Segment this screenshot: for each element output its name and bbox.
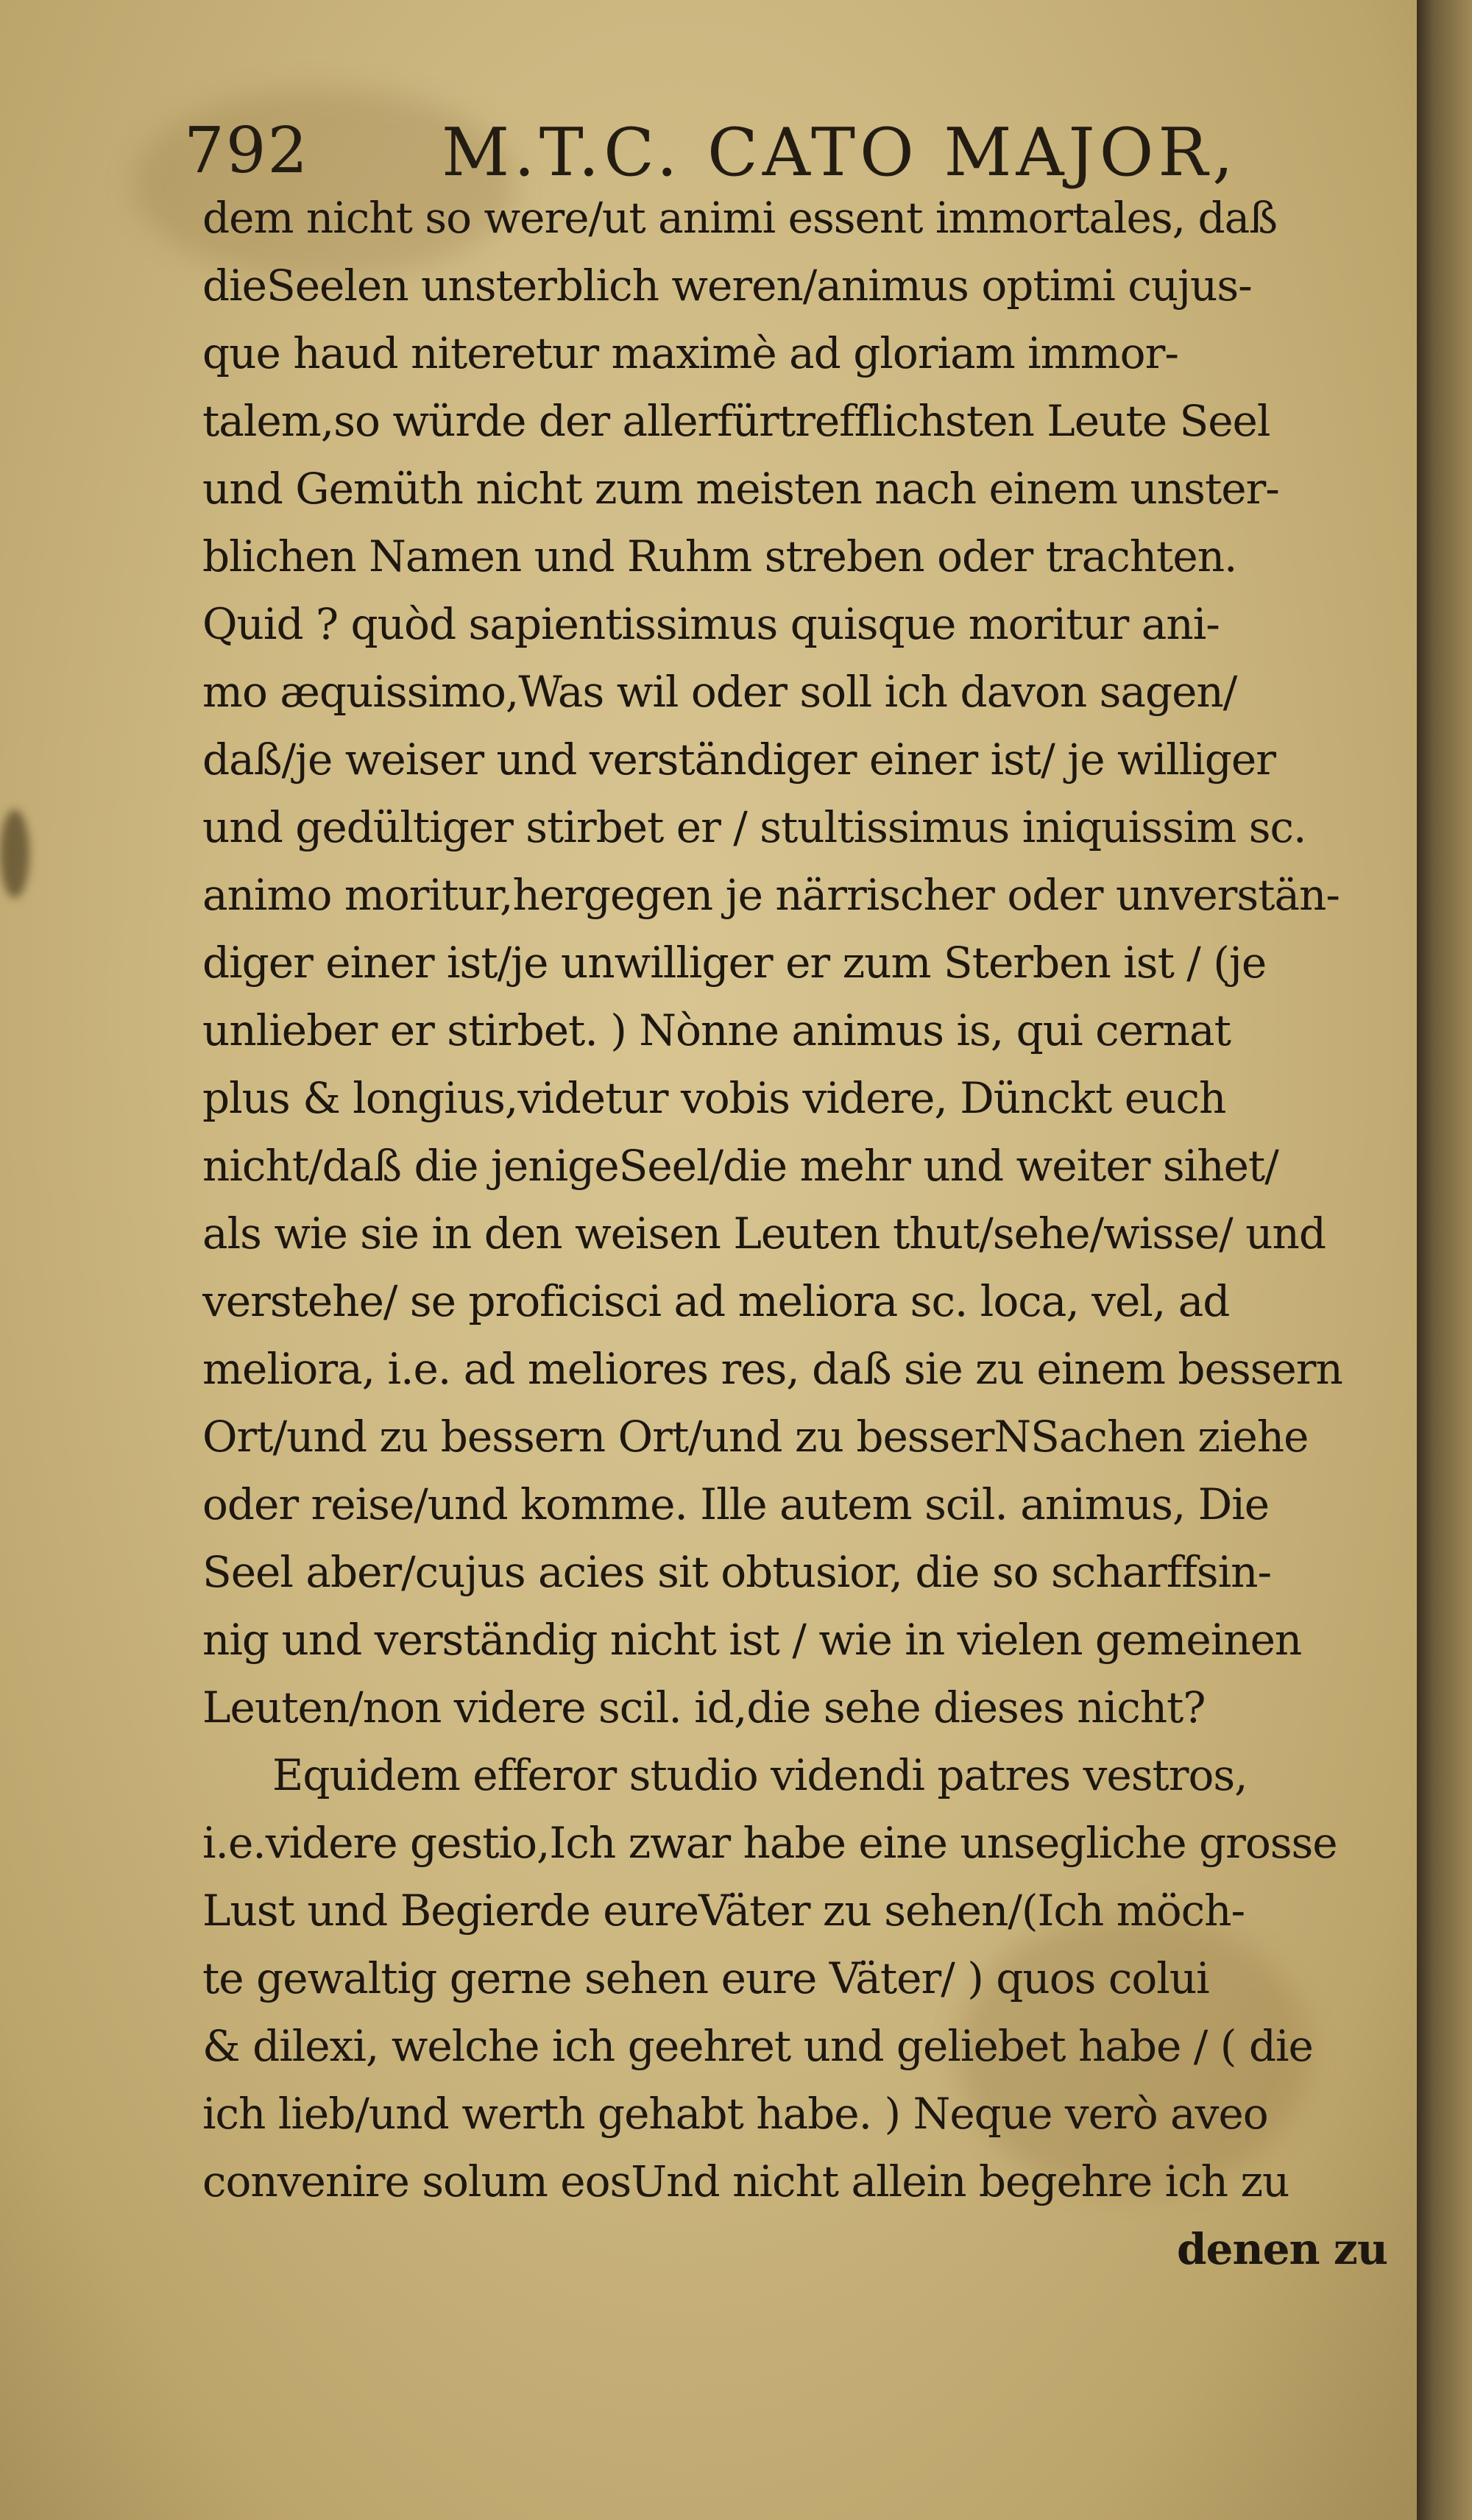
text-line: i.e.videre gestio,Ich zwar habe eine unsegliche grosse [202,1818,1337,1868]
text-line: Leuten/non videre scil. id,die sehe dieses nicht? [202,1682,1206,1733]
paragraph-start-line: Equidem efferor studio videndi patres vestros, [272,1750,1248,1800]
page-stain [0,810,29,898]
running-title: M.T.C. CATO MAJOR, [442,114,1238,191]
text-line: als wie sie in den weisen Leuten thut/sehe/wisse/ und [202,1208,1326,1259]
text-line: unlieber er stirbet. ) Nònne animus is, qui cernat [202,1005,1231,1055]
text-line: und Gemüth nicht zum meisten nach einem unster- [202,464,1279,514]
text-line: animo moritur,hergegen je närrischer oder unverstän- [202,870,1340,920]
text-line: mo æquissimo,Was wil oder soll ich davon sagen/ [202,667,1237,717]
text-line: que haud niteretur maximè ad gloriam immor- [202,328,1178,378]
text-line: dieSeelen unsterblich weren/animus optimi cujus- [202,261,1252,311]
text-line: ich lieb/und werth gehabt habe. ) Neque verò aveo [202,2089,1268,2139]
text-line: daß/je weiser und verständiger einer ist/ je williger [202,735,1275,785]
text-line: talem,so würde der allerfürtrefflichsten Leute Seel [202,396,1270,446]
text-line: nicht/daß die jenigeSeel/die mehr und weiter sihet/ [202,1141,1278,1191]
text-line: verstehe/ se proficisci ad meliora sc. loca, vel, ad [202,1276,1230,1326]
page-number: 792 [184,114,310,188]
text-line: Quid ? quòd sapientissimus quisque moritur ani- [202,599,1220,649]
text-line: convenire solum eosUnd nicht allein begehre ich zu [202,2156,1289,2206]
text-line: Seel aber/cujus acies sit obtusior, die so scharffsin- [202,1547,1272,1597]
text-line: blichen Namen und Ruhm streben oder trachten. [202,531,1237,581]
catchword: denen zu [1177,2224,1387,2274]
text-line: nig und verständig nicht ist / wie in vielen gemeinen [202,1615,1302,1665]
text-line: plus & longius,videtur vobis videre, Dünckt euch [202,1073,1226,1123]
body-text [202,184,1387,2283]
text-line: te gewaltig gerne sehen eure Väter/ ) quos colui [202,1953,1209,2003]
text-line: dem nicht so were/ut animi essent immortales, daß [202,193,1277,243]
book-gutter [1417,0,1472,2520]
text-line: Ort/und zu bessern Ort/und zu besserNSachen ziehe [202,1412,1309,1462]
text-line: meliora, i.e. ad meliores res, daß sie zu einem bessern [202,1344,1342,1394]
text-line: diger einer ist/je unwilliger er zum Sterben ist / (je [202,938,1267,988]
text-line: oder reise/und komme. Ille autem scil. animus, Die [202,1479,1270,1529]
page-header [184,99,1332,191]
text-line: Lust und Begierde eureVäter zu sehen/(Ich möch- [202,1886,1245,1936]
text-line: und gedültiger stirbet er / stultissimus iniquissim sc. [202,802,1306,852]
text-line: & dilexi, welche ich geehret und geliebet habe / ( die [202,2021,1313,2071]
